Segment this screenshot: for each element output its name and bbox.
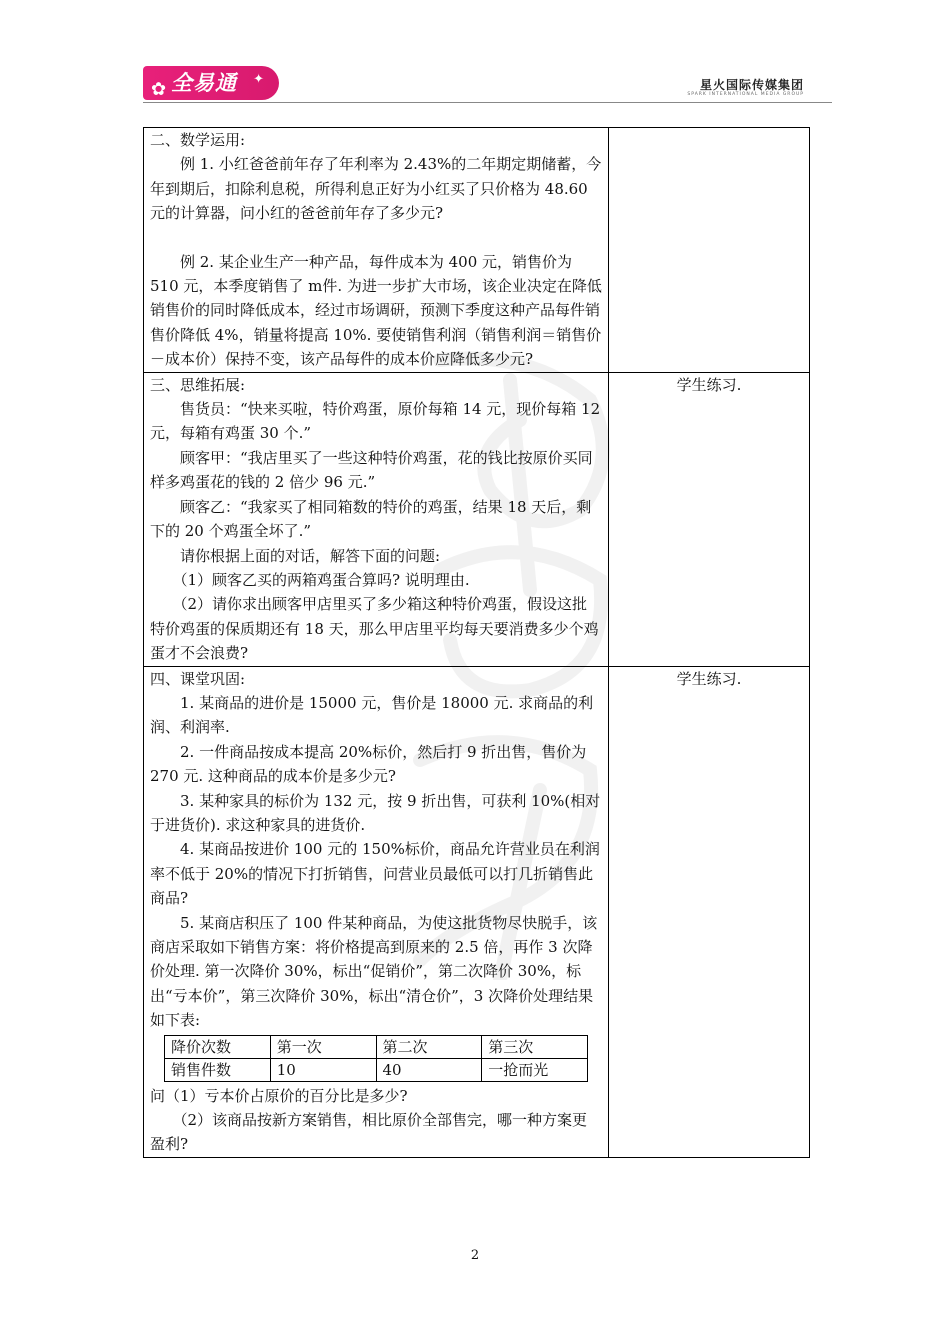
section-note: 学生练习. [609, 666, 810, 1157]
exercise-paragraph: 4. 某商品按进价 100 元的 150%标价，商品允许营业员在利润率不低于 20%的情况下打折销售，问营业员最低可以打几折销售此商品? [150, 840, 600, 908]
page-header [0, 0, 950, 110]
question-paragraph: （2）该商品按新方案销售，相比原价全部售完，哪一种方案更盈利? [150, 1111, 588, 1154]
table-cell: 第二次 [376, 1035, 482, 1058]
instruction-paragraph: 请你根据上面的对话，解答下面的问题: [180, 546, 441, 565]
discount-table-header [165, 1035, 588, 1058]
question-paragraph: （1）顾客乙买的两箱鸡蛋合算吗? 说明理由. [172, 570, 470, 589]
table-cell: 第一次 [270, 1035, 376, 1058]
table-cell: 40 [376, 1058, 482, 1081]
section-note: 学生练习. [609, 372, 810, 666]
section-title: 四、课堂巩固: [150, 669, 246, 688]
table-row [144, 128, 810, 373]
exercise-paragraph: 3. 某种家具的标价为 132 元，按 9 折出售，可获利 10%(相对于进货价). 求这种家具的进货价. [150, 791, 601, 834]
logo-star-icon: ✦ [253, 72, 265, 87]
table-row [144, 372, 810, 666]
section-title: 二、数学运用: [150, 131, 246, 149]
question-paragraph: 问（1）亏本价占原价的百分比是多少? [150, 1086, 408, 1105]
table-cell: 一抢而光 [482, 1058, 588, 1081]
section-content [144, 372, 609, 666]
table-cell: 降价次数 [165, 1035, 271, 1058]
logo-text: 全易通 [171, 71, 237, 95]
example-paragraph: 例 2. 某企业生产一种产品，每件成本为 400 元，销售价为 510 元，本季度销售了 m件. 为进一步扩大市场，该企业决定在降低销售价的同时降低成本，经过市场调研，预测下季度这种产品每件销售价降低 4%，销量将提高 10%. 要使销售利润（销售利润＝销售价－成本价）保持不变，该产品每件的成本价应降低多少元? [150, 252, 602, 369]
table-cell: 销售件数 [165, 1058, 271, 1081]
table-cell: 10 [270, 1058, 376, 1081]
exercise-paragraph: 5. 某商店积压了 100 件某种商品，为使这批货物尽快脱手，该商店采取如下销售方案：将价格提高到原来的 2.5 倍，再作 3 次降价处理. 第一次降价 30%，标出“促销价”，第二次降价 30%，标出“亏本价”，第三次降价 30%，标出“清仓价”，3 次降价处理结果如下表: [150, 913, 598, 1030]
section-content [144, 128, 609, 373]
exercise-paragraph: 2. 一件商品按成本提高 20%标价，然后打 9 折出售，售价为 270 元. 这种商品的成本价是多少元? [150, 742, 587, 786]
publisher-name: 星火国际传媒集团 [699, 78, 804, 92]
discount-table-row [165, 1058, 588, 1081]
section-note [609, 128, 810, 373]
question-paragraph: （2）请你求出顾客甲店里买了多少箱这种特价鸡蛋，假设这批特价鸡蛋的保质期还有 18 天，那么甲店里平均每天要消费多少个鸡蛋才不会浪费? [150, 595, 599, 663]
logo-swirl-icon: ✿ [151, 79, 168, 100]
page-number: 2 [470, 1248, 480, 1263]
spacer [150, 226, 602, 250]
table-cell: 第三次 [482, 1035, 588, 1058]
dialogue-paragraph: 顾客甲：“我店里买了一些这种特价鸡蛋，花的钱比按原价买同样多鸡蛋花的钱的 2 倍少 96 元.” [150, 448, 593, 492]
lesson-table [143, 127, 810, 1158]
section-title: 三、思维拓展: [150, 375, 246, 394]
discount-table [164, 1035, 588, 1082]
example-paragraph: 例 1. 小红爸爸前年存了年利率为 2.43%的二年期定期储蓄，今年到期后，扣除利息税，所得利息正好为小红买了只价格为 48.60 元的计算器，问小红的爸爸前年存了多少元? [150, 155, 602, 223]
exercise-paragraph: 1. 某商品的进价是 15000 元，售价是 18000 元. 求商品的利润、利润率. [150, 693, 594, 737]
publisher-subtitle: SPARK INTERNATIONAL MEDIA GROUP [687, 92, 804, 97]
dialogue-paragraph: 售货员：“快来买啦，特价鸡蛋，原价每箱 14 元，现价每箱 12 元，每箱有鸡蛋 30 个.” [150, 400, 601, 443]
brand-logo [143, 66, 279, 100]
dialogue-paragraph: 顾客乙：“我家买了相同箱数的特价的鸡蛋，结果 18 天后，剩下的 20 个鸡蛋全坏了.” [150, 497, 592, 541]
header-divider [143, 102, 832, 103]
section-content [144, 666, 609, 1157]
table-row [144, 666, 810, 1157]
